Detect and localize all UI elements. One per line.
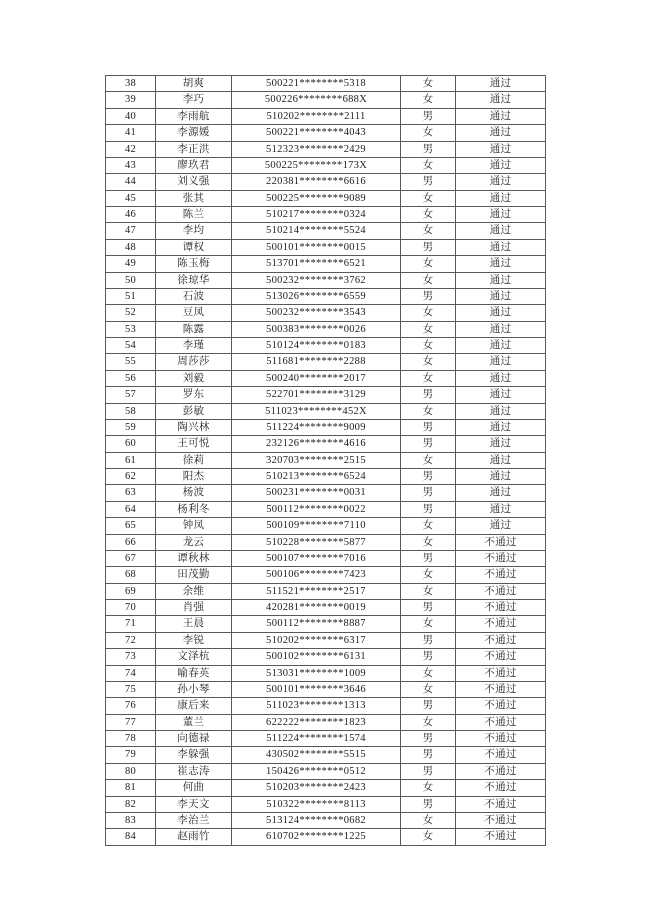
cell-gender: 女 bbox=[401, 190, 456, 206]
table-row bbox=[106, 583, 546, 599]
cell-status: 通过 bbox=[456, 174, 546, 190]
cell-name: 陈兰 bbox=[156, 207, 232, 223]
cell-seq: 39 bbox=[106, 92, 156, 108]
cell-id_number: 232126********4616 bbox=[232, 436, 401, 452]
table-row bbox=[106, 76, 546, 92]
table-row bbox=[106, 632, 546, 648]
cell-id_number: 510213********6524 bbox=[232, 469, 401, 485]
cell-gender: 男 bbox=[401, 763, 456, 779]
table-row bbox=[106, 763, 546, 779]
table-row bbox=[106, 649, 546, 665]
cell-id_number: 500240********2017 bbox=[232, 370, 401, 386]
cell-id_number: 150426********0512 bbox=[232, 763, 401, 779]
cell-name: 陶兴林 bbox=[156, 419, 232, 435]
roster-table bbox=[105, 75, 546, 846]
cell-id_number: 522701********3129 bbox=[232, 387, 401, 403]
cell-status: 不通过 bbox=[456, 780, 546, 796]
cell-name: 徐莉 bbox=[156, 452, 232, 468]
cell-name: 胡爽 bbox=[156, 76, 232, 92]
cell-seq: 73 bbox=[106, 649, 156, 665]
cell-id_number: 500232********3762 bbox=[232, 272, 401, 288]
cell-status: 通过 bbox=[456, 272, 546, 288]
cell-name: 向德禄 bbox=[156, 731, 232, 747]
cell-name: 李雨航 bbox=[156, 108, 232, 124]
table-row bbox=[106, 223, 546, 239]
cell-name: 罗东 bbox=[156, 387, 232, 403]
cell-gender: 女 bbox=[401, 157, 456, 173]
table-row bbox=[106, 108, 546, 124]
cell-gender: 女 bbox=[401, 681, 456, 697]
cell-gender: 女 bbox=[401, 370, 456, 386]
table-row bbox=[106, 567, 546, 583]
cell-seq: 52 bbox=[106, 305, 156, 321]
cell-id_number: 420281********0019 bbox=[232, 600, 401, 616]
cell-status: 通过 bbox=[456, 76, 546, 92]
cell-name: 赵雨竹 bbox=[156, 829, 232, 845]
cell-id_number: 510202********6317 bbox=[232, 632, 401, 648]
table-row bbox=[106, 600, 546, 616]
cell-gender: 男 bbox=[401, 174, 456, 190]
cell-id_number: 500226********688X bbox=[232, 92, 401, 108]
cell-status: 通过 bbox=[456, 518, 546, 534]
cell-id_number: 500383********0026 bbox=[232, 321, 401, 337]
cell-gender: 男 bbox=[401, 550, 456, 566]
cell-id_number: 500106********7423 bbox=[232, 567, 401, 583]
cell-status: 通过 bbox=[456, 305, 546, 321]
cell-name: 张其 bbox=[156, 190, 232, 206]
cell-seq: 59 bbox=[106, 419, 156, 435]
cell-seq: 75 bbox=[106, 681, 156, 697]
table-row bbox=[106, 665, 546, 681]
cell-gender: 男 bbox=[401, 419, 456, 435]
cell-name: 彭敏 bbox=[156, 403, 232, 419]
cell-seq: 38 bbox=[106, 76, 156, 92]
cell-seq: 56 bbox=[106, 370, 156, 386]
cell-status: 通过 bbox=[456, 190, 546, 206]
cell-gender: 女 bbox=[401, 305, 456, 321]
cell-name: 龙云 bbox=[156, 534, 232, 550]
cell-name: 陈露 bbox=[156, 321, 232, 337]
cell-id_number: 500107********7016 bbox=[232, 550, 401, 566]
cell-id_number: 220381********6616 bbox=[232, 174, 401, 190]
cell-status: 通过 bbox=[456, 370, 546, 386]
cell-seq: 60 bbox=[106, 436, 156, 452]
cell-id_number: 512323********2429 bbox=[232, 141, 401, 157]
cell-gender: 女 bbox=[401, 780, 456, 796]
cell-name: 崔志涛 bbox=[156, 763, 232, 779]
table-row bbox=[106, 698, 546, 714]
cell-seq: 54 bbox=[106, 338, 156, 354]
cell-status: 不通过 bbox=[456, 747, 546, 763]
cell-name: 杨利冬 bbox=[156, 501, 232, 517]
cell-id_number: 500101********3646 bbox=[232, 681, 401, 697]
cell-status: 通过 bbox=[456, 207, 546, 223]
cell-status: 通过 bbox=[456, 419, 546, 435]
cell-status: 通过 bbox=[456, 256, 546, 272]
cell-name: 廖玖君 bbox=[156, 157, 232, 173]
cell-id_number: 430502********5515 bbox=[232, 747, 401, 763]
cell-id_number: 510214********5524 bbox=[232, 223, 401, 239]
cell-status: 不通过 bbox=[456, 550, 546, 566]
table-row bbox=[106, 681, 546, 697]
cell-gender: 女 bbox=[401, 76, 456, 92]
cell-id_number: 500225********173X bbox=[232, 157, 401, 173]
table-row bbox=[106, 157, 546, 173]
cell-status: 不通过 bbox=[456, 681, 546, 697]
cell-seq: 49 bbox=[106, 256, 156, 272]
table-row bbox=[106, 550, 546, 566]
cell-seq: 82 bbox=[106, 796, 156, 812]
cell-name: 孙小琴 bbox=[156, 681, 232, 697]
cell-id_number: 500221********5318 bbox=[232, 76, 401, 92]
cell-gender: 女 bbox=[401, 518, 456, 534]
cell-name: 何曲 bbox=[156, 780, 232, 796]
cell-status: 通过 bbox=[456, 501, 546, 517]
cell-gender: 男 bbox=[401, 747, 456, 763]
cell-id_number: 610702********1225 bbox=[232, 829, 401, 845]
cell-id_number: 510124********0183 bbox=[232, 338, 401, 354]
cell-status: 不通过 bbox=[456, 600, 546, 616]
cell-gender: 女 bbox=[401, 272, 456, 288]
cell-gender: 男 bbox=[401, 239, 456, 255]
table-row bbox=[106, 518, 546, 534]
table-row bbox=[106, 141, 546, 157]
cell-status: 通过 bbox=[456, 452, 546, 468]
cell-seq: 45 bbox=[106, 190, 156, 206]
cell-seq: 66 bbox=[106, 534, 156, 550]
cell-gender: 男 bbox=[401, 141, 456, 157]
cell-gender: 男 bbox=[401, 649, 456, 665]
cell-name: 李正洪 bbox=[156, 141, 232, 157]
cell-name: 刘义强 bbox=[156, 174, 232, 190]
table-row bbox=[106, 747, 546, 763]
table-row bbox=[106, 403, 546, 419]
cell-status: 通过 bbox=[456, 387, 546, 403]
cell-seq: 40 bbox=[106, 108, 156, 124]
cell-name: 王晨 bbox=[156, 616, 232, 632]
cell-status: 不通过 bbox=[456, 731, 546, 747]
cell-id_number: 511023********1313 bbox=[232, 698, 401, 714]
table-row bbox=[106, 436, 546, 452]
cell-name: 文泽杭 bbox=[156, 649, 232, 665]
cell-id_number: 500225********9089 bbox=[232, 190, 401, 206]
cell-name: 李治兰 bbox=[156, 812, 232, 828]
table-row bbox=[106, 174, 546, 190]
table-row bbox=[106, 370, 546, 386]
cell-status: 通过 bbox=[456, 239, 546, 255]
table-row bbox=[106, 321, 546, 337]
table-row bbox=[106, 812, 546, 828]
table-row bbox=[106, 616, 546, 632]
cell-gender: 女 bbox=[401, 403, 456, 419]
cell-seq: 76 bbox=[106, 698, 156, 714]
table-row bbox=[106, 796, 546, 812]
table-row bbox=[106, 714, 546, 730]
cell-status: 不通过 bbox=[456, 583, 546, 599]
cell-seq: 68 bbox=[106, 567, 156, 583]
cell-id_number: 511521********2517 bbox=[232, 583, 401, 599]
table-row bbox=[106, 469, 546, 485]
cell-status: 通过 bbox=[456, 157, 546, 173]
cell-status: 不通过 bbox=[456, 616, 546, 632]
cell-name: 李均 bbox=[156, 223, 232, 239]
cell-seq: 65 bbox=[106, 518, 156, 534]
cell-id_number: 500102********6131 bbox=[232, 649, 401, 665]
cell-seq: 67 bbox=[106, 550, 156, 566]
cell-id_number: 511681********2288 bbox=[232, 354, 401, 370]
cell-name: 钟凤 bbox=[156, 518, 232, 534]
cell-id_number: 500231********0031 bbox=[232, 485, 401, 501]
cell-seq: 69 bbox=[106, 583, 156, 599]
cell-name: 康后来 bbox=[156, 698, 232, 714]
cell-name: 王可悦 bbox=[156, 436, 232, 452]
cell-gender: 女 bbox=[401, 92, 456, 108]
cell-status: 通过 bbox=[456, 338, 546, 354]
table-row bbox=[106, 485, 546, 501]
table-row bbox=[106, 125, 546, 141]
cell-status: 不通过 bbox=[456, 534, 546, 550]
cell-status: 通过 bbox=[456, 436, 546, 452]
cell-seq: 77 bbox=[106, 714, 156, 730]
cell-id_number: 510202********2111 bbox=[232, 108, 401, 124]
cell-status: 不通过 bbox=[456, 763, 546, 779]
cell-seq: 50 bbox=[106, 272, 156, 288]
cell-gender: 女 bbox=[401, 338, 456, 354]
cell-status: 不通过 bbox=[456, 714, 546, 730]
cell-status: 不通过 bbox=[456, 665, 546, 681]
cell-seq: 83 bbox=[106, 812, 156, 828]
cell-id_number: 320703********2515 bbox=[232, 452, 401, 468]
table-row bbox=[106, 731, 546, 747]
cell-seq: 81 bbox=[106, 780, 156, 796]
cell-gender: 男 bbox=[401, 288, 456, 304]
cell-id_number: 500112********8887 bbox=[232, 616, 401, 632]
cell-id_number: 510322********8113 bbox=[232, 796, 401, 812]
cell-seq: 53 bbox=[106, 321, 156, 337]
table-row bbox=[106, 534, 546, 550]
cell-id_number: 513124********0682 bbox=[232, 812, 401, 828]
cell-gender: 女 bbox=[401, 125, 456, 141]
cell-status: 通过 bbox=[456, 108, 546, 124]
cell-gender: 男 bbox=[401, 501, 456, 517]
table-row bbox=[106, 829, 546, 845]
cell-gender: 女 bbox=[401, 812, 456, 828]
cell-name: 杨波 bbox=[156, 485, 232, 501]
cell-name: 李源媛 bbox=[156, 125, 232, 141]
cell-status: 通过 bbox=[456, 288, 546, 304]
cell-id_number: 500101********0015 bbox=[232, 239, 401, 255]
cell-id_number: 500112********0022 bbox=[232, 501, 401, 517]
cell-seq: 51 bbox=[106, 288, 156, 304]
cell-seq: 78 bbox=[106, 731, 156, 747]
cell-id_number: 510228********5877 bbox=[232, 534, 401, 550]
cell-gender: 男 bbox=[401, 469, 456, 485]
cell-status: 不通过 bbox=[456, 796, 546, 812]
cell-gender: 女 bbox=[401, 452, 456, 468]
cell-status: 通过 bbox=[456, 403, 546, 419]
cell-id_number: 511224********9009 bbox=[232, 419, 401, 435]
cell-status: 通过 bbox=[456, 141, 546, 157]
cell-name: 肖强 bbox=[156, 600, 232, 616]
cell-gender: 男 bbox=[401, 108, 456, 124]
cell-status: 不通过 bbox=[456, 829, 546, 845]
cell-gender: 女 bbox=[401, 829, 456, 845]
cell-name: 余维 bbox=[156, 583, 232, 599]
cell-name: 豆凤 bbox=[156, 305, 232, 321]
cell-seq: 71 bbox=[106, 616, 156, 632]
table-row bbox=[106, 272, 546, 288]
table-row bbox=[106, 387, 546, 403]
cell-gender: 女 bbox=[401, 616, 456, 632]
table-row bbox=[106, 305, 546, 321]
cell-id_number: 511224********1574 bbox=[232, 731, 401, 747]
cell-name: 李天文 bbox=[156, 796, 232, 812]
cell-status: 通过 bbox=[456, 223, 546, 239]
cell-id_number: 513026********6559 bbox=[232, 288, 401, 304]
table-row bbox=[106, 288, 546, 304]
cell-name: 谭权 bbox=[156, 239, 232, 255]
cell-seq: 80 bbox=[106, 763, 156, 779]
cell-status: 通过 bbox=[456, 125, 546, 141]
cell-status: 通过 bbox=[456, 354, 546, 370]
cell-gender: 女 bbox=[401, 223, 456, 239]
cell-name: 田茂勤 bbox=[156, 567, 232, 583]
cell-status: 不通过 bbox=[456, 632, 546, 648]
cell-gender: 女 bbox=[401, 583, 456, 599]
cell-gender: 男 bbox=[401, 731, 456, 747]
cell-status: 不通过 bbox=[456, 649, 546, 665]
cell-seq: 79 bbox=[106, 747, 156, 763]
cell-seq: 63 bbox=[106, 485, 156, 501]
cell-seq: 72 bbox=[106, 632, 156, 648]
cell-id_number: 513031********1009 bbox=[232, 665, 401, 681]
cell-id_number: 511023********452X bbox=[232, 403, 401, 419]
cell-gender: 男 bbox=[401, 387, 456, 403]
cell-name: 谭秋林 bbox=[156, 550, 232, 566]
cell-gender: 女 bbox=[401, 207, 456, 223]
cell-seq: 48 bbox=[106, 239, 156, 255]
table-row bbox=[106, 452, 546, 468]
cell-gender: 女 bbox=[401, 256, 456, 272]
cell-seq: 46 bbox=[106, 207, 156, 223]
cell-id_number: 500109********7110 bbox=[232, 518, 401, 534]
table-row bbox=[106, 338, 546, 354]
cell-seq: 42 bbox=[106, 141, 156, 157]
cell-gender: 女 bbox=[401, 665, 456, 681]
cell-name: 喻春英 bbox=[156, 665, 232, 681]
table-row bbox=[106, 239, 546, 255]
table-row bbox=[106, 780, 546, 796]
cell-name: 李巧 bbox=[156, 92, 232, 108]
cell-name: 石波 bbox=[156, 288, 232, 304]
cell-seq: 55 bbox=[106, 354, 156, 370]
cell-name: 徐琼华 bbox=[156, 272, 232, 288]
cell-name: 李躲强 bbox=[156, 747, 232, 763]
cell-gender: 男 bbox=[401, 796, 456, 812]
cell-id_number: 510217********0324 bbox=[232, 207, 401, 223]
table-row bbox=[106, 419, 546, 435]
table-row bbox=[106, 354, 546, 370]
cell-seq: 64 bbox=[106, 501, 156, 517]
cell-id_number: 500221********4043 bbox=[232, 125, 401, 141]
cell-status: 通过 bbox=[456, 92, 546, 108]
cell-gender: 女 bbox=[401, 354, 456, 370]
roster-table-body bbox=[106, 76, 546, 846]
cell-seq: 70 bbox=[106, 600, 156, 616]
cell-name: 阳杰 bbox=[156, 469, 232, 485]
cell-name: 董兰 bbox=[156, 714, 232, 730]
cell-gender: 女 bbox=[401, 321, 456, 337]
cell-status: 不通过 bbox=[456, 812, 546, 828]
cell-seq: 61 bbox=[106, 452, 156, 468]
cell-gender: 男 bbox=[401, 632, 456, 648]
cell-status: 通过 bbox=[456, 469, 546, 485]
cell-status: 通过 bbox=[456, 321, 546, 337]
cell-seq: 44 bbox=[106, 174, 156, 190]
cell-name: 刘毅 bbox=[156, 370, 232, 386]
cell-status: 通过 bbox=[456, 485, 546, 501]
cell-id_number: 513701********6521 bbox=[232, 256, 401, 272]
cell-name: 陈玉梅 bbox=[156, 256, 232, 272]
cell-gender: 女 bbox=[401, 534, 456, 550]
table-row bbox=[106, 501, 546, 517]
cell-gender: 男 bbox=[401, 698, 456, 714]
cell-status: 不通过 bbox=[456, 567, 546, 583]
table-row bbox=[106, 92, 546, 108]
cell-name: 周莎莎 bbox=[156, 354, 232, 370]
cell-seq: 62 bbox=[106, 469, 156, 485]
cell-name: 李锐 bbox=[156, 632, 232, 648]
cell-gender: 女 bbox=[401, 714, 456, 730]
cell-seq: 84 bbox=[106, 829, 156, 845]
cell-name: 李瑾 bbox=[156, 338, 232, 354]
cell-seq: 74 bbox=[106, 665, 156, 681]
table-row bbox=[106, 256, 546, 272]
cell-gender: 女 bbox=[401, 567, 456, 583]
cell-seq: 43 bbox=[106, 157, 156, 173]
table-row bbox=[106, 190, 546, 206]
cell-gender: 男 bbox=[401, 600, 456, 616]
cell-seq: 57 bbox=[106, 387, 156, 403]
table-row bbox=[106, 207, 546, 223]
cell-seq: 41 bbox=[106, 125, 156, 141]
cell-id_number: 500232********3543 bbox=[232, 305, 401, 321]
cell-gender: 男 bbox=[401, 436, 456, 452]
cell-status: 不通过 bbox=[456, 698, 546, 714]
cell-gender: 男 bbox=[401, 485, 456, 501]
cell-seq: 58 bbox=[106, 403, 156, 419]
cell-id_number: 510203********2423 bbox=[232, 780, 401, 796]
cell-id_number: 622222********1823 bbox=[232, 714, 401, 730]
cell-seq: 47 bbox=[106, 223, 156, 239]
